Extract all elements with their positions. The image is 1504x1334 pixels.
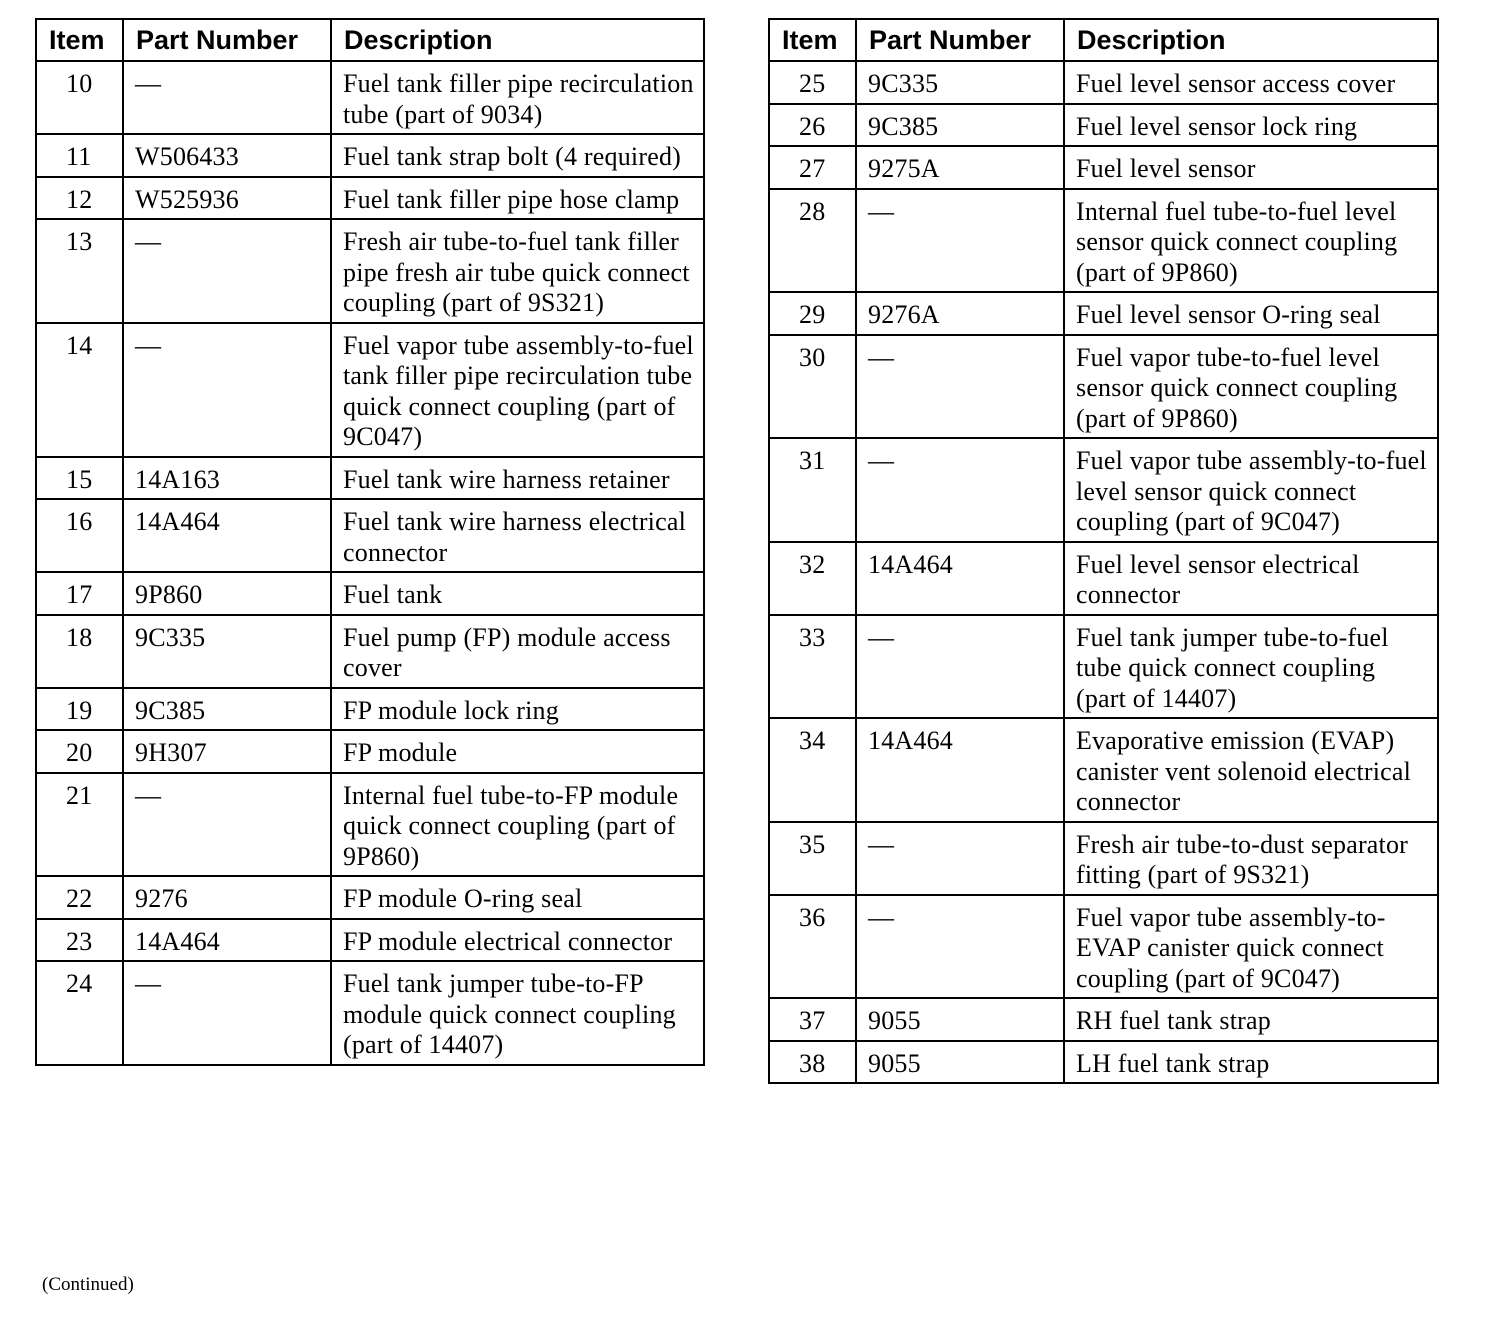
part-number: — [856, 335, 1064, 439]
parts-table-left [35, 18, 705, 1066]
part-description: Fuel level sensor electrical connector [1064, 542, 1438, 615]
item-number: 14 [36, 323, 123, 457]
part-description: Internal fuel tube-to-fuel level sensor quick connect coupling (part of 9P860) [1064, 189, 1438, 293]
part-description: Fuel level sensor O-ring seal [1064, 292, 1438, 335]
item-number: 18 [36, 615, 123, 688]
table-row [36, 876, 704, 919]
item-number: 36 [769, 895, 856, 999]
item-number: 19 [36, 688, 123, 731]
table-header-row [36, 19, 704, 61]
header-part-number: Part Number [856, 19, 1064, 61]
part-number: 9055 [856, 1041, 1064, 1084]
item-number: 30 [769, 335, 856, 439]
part-description: Fresh air tube-to-dust separator fitting (part of 9S321) [1064, 822, 1438, 895]
part-description: FP module [331, 730, 704, 773]
item-number: 38 [769, 1041, 856, 1084]
part-number: 14A464 [123, 919, 331, 962]
continued-note: (Continued) [42, 1274, 134, 1295]
part-number: 14A464 [856, 542, 1064, 615]
part-number: — [123, 61, 331, 134]
item-number: 17 [36, 572, 123, 615]
part-number: 14A464 [123, 499, 331, 572]
header-description: Description [331, 19, 704, 61]
table-row [769, 542, 1438, 615]
part-description: LH fuel tank strap [1064, 1041, 1438, 1084]
item-number: 33 [769, 615, 856, 719]
part-number: 9C385 [856, 104, 1064, 147]
item-number: 25 [769, 61, 856, 104]
part-description: FP module electrical connector [331, 919, 704, 962]
header-item: Item [36, 19, 123, 61]
part-description: Fuel tank wire harness retainer [331, 457, 704, 500]
part-description: Evaporative emission (EVAP) canister vent solenoid electrical connector [1064, 718, 1438, 822]
part-description: Fuel vapor tube assembly-to-EVAP canister quick connect coupling (part of 9C047) [1064, 895, 1438, 999]
item-number: 31 [769, 438, 856, 542]
part-description: Fuel vapor tube assembly-to-fuel tank filler pipe recirculation tube quick connect coupling (part of 9C047) [331, 323, 704, 457]
part-description: Fuel pump (FP) module access cover [331, 615, 704, 688]
part-description: Fuel tank wire harness electrical connector [331, 499, 704, 572]
part-number: W525936 [123, 177, 331, 220]
item-number: 22 [36, 876, 123, 919]
item-number: 13 [36, 219, 123, 323]
item-number: 29 [769, 292, 856, 335]
part-number: — [123, 219, 331, 323]
table-row [36, 572, 704, 615]
part-number: W506433 [123, 134, 331, 177]
part-number: — [856, 438, 1064, 542]
table-row [769, 61, 1438, 104]
table-row [36, 219, 704, 323]
item-number: 23 [36, 919, 123, 962]
table-row [36, 773, 704, 877]
table-row [36, 457, 704, 500]
item-number: 12 [36, 177, 123, 220]
part-number: — [856, 822, 1064, 895]
table-row [769, 292, 1438, 335]
table-row [769, 895, 1438, 999]
item-number: 27 [769, 146, 856, 189]
table-row [769, 998, 1438, 1041]
part-number: — [856, 615, 1064, 719]
part-description: Fuel tank filler pipe hose clamp [331, 177, 704, 220]
part-description: FP module O-ring seal [331, 876, 704, 919]
table-row [769, 146, 1438, 189]
part-description: Fuel level sensor [1064, 146, 1438, 189]
part-description: Fresh air tube-to-fuel tank filler pipe fresh air tube quick connect coupling (part of 9S321) [331, 219, 704, 323]
item-number: 15 [36, 457, 123, 500]
table-row [769, 438, 1438, 542]
table-row [36, 615, 704, 688]
table-row [36, 323, 704, 457]
part-number: 9P860 [123, 572, 331, 615]
part-number: 9276 [123, 876, 331, 919]
table-row [36, 688, 704, 731]
part-description: RH fuel tank strap [1064, 998, 1438, 1041]
table-row [769, 104, 1438, 147]
table-row [769, 189, 1438, 293]
part-description: Fuel tank [331, 572, 704, 615]
table-row [36, 499, 704, 572]
table-row [36, 61, 704, 134]
item-number: 24 [36, 961, 123, 1065]
item-number: 11 [36, 134, 123, 177]
table-header-row [769, 19, 1438, 61]
item-number: 37 [769, 998, 856, 1041]
part-number: 9C385 [123, 688, 331, 731]
item-number: 32 [769, 542, 856, 615]
item-number: 34 [769, 718, 856, 822]
item-number: 28 [769, 189, 856, 293]
part-description: Fuel tank jumper tube-to-FP module quick connect coupling (part of 14407) [331, 961, 704, 1065]
part-description: Internal fuel tube-to-FP module quick connect coupling (part of 9P860) [331, 773, 704, 877]
item-number: 10 [36, 61, 123, 134]
header-description: Description [1064, 19, 1438, 61]
part-description: Fuel level sensor access cover [1064, 61, 1438, 104]
part-description: FP module lock ring [331, 688, 704, 731]
part-number: 9C335 [856, 61, 1064, 104]
part-number: — [123, 323, 331, 457]
part-number: 9055 [856, 998, 1064, 1041]
table-row [769, 1041, 1438, 1084]
part-description: Fuel vapor tube-to-fuel level sensor quick connect coupling (part of 9P860) [1064, 335, 1438, 439]
item-number: 26 [769, 104, 856, 147]
part-description: Fuel tank jumper tube-to-fuel tube quick connect coupling (part of 14407) [1064, 615, 1438, 719]
part-number: 9H307 [123, 730, 331, 773]
part-number: 9275A [856, 146, 1064, 189]
table-row [769, 335, 1438, 439]
part-number: — [856, 895, 1064, 999]
table-row [36, 919, 704, 962]
part-description: Fuel tank filler pipe recirculation tube (part of 9034) [331, 61, 704, 134]
part-number: 14A163 [123, 457, 331, 500]
table-row [769, 615, 1438, 719]
table-row [36, 730, 704, 773]
table-row [36, 177, 704, 220]
item-number: 35 [769, 822, 856, 895]
item-number: 16 [36, 499, 123, 572]
header-part-number: Part Number [123, 19, 331, 61]
part-number: — [856, 189, 1064, 293]
table-row [769, 718, 1438, 822]
part-description: Fuel vapor tube assembly-to-fuel level sensor quick connect coupling (part of 9C047) [1064, 438, 1438, 542]
parts-table-right [768, 18, 1439, 1084]
item-number: 20 [36, 730, 123, 773]
table-row [36, 134, 704, 177]
part-description: Fuel level sensor lock ring [1064, 104, 1438, 147]
part-number: 9276A [856, 292, 1064, 335]
part-number: — [123, 961, 331, 1065]
part-description: Fuel tank strap bolt (4 required) [331, 134, 704, 177]
part-number: — [123, 773, 331, 877]
table-row [36, 961, 704, 1065]
part-number: 9C335 [123, 615, 331, 688]
part-number: 14A464 [856, 718, 1064, 822]
table-row [769, 822, 1438, 895]
header-item: Item [769, 19, 856, 61]
item-number: 21 [36, 773, 123, 877]
